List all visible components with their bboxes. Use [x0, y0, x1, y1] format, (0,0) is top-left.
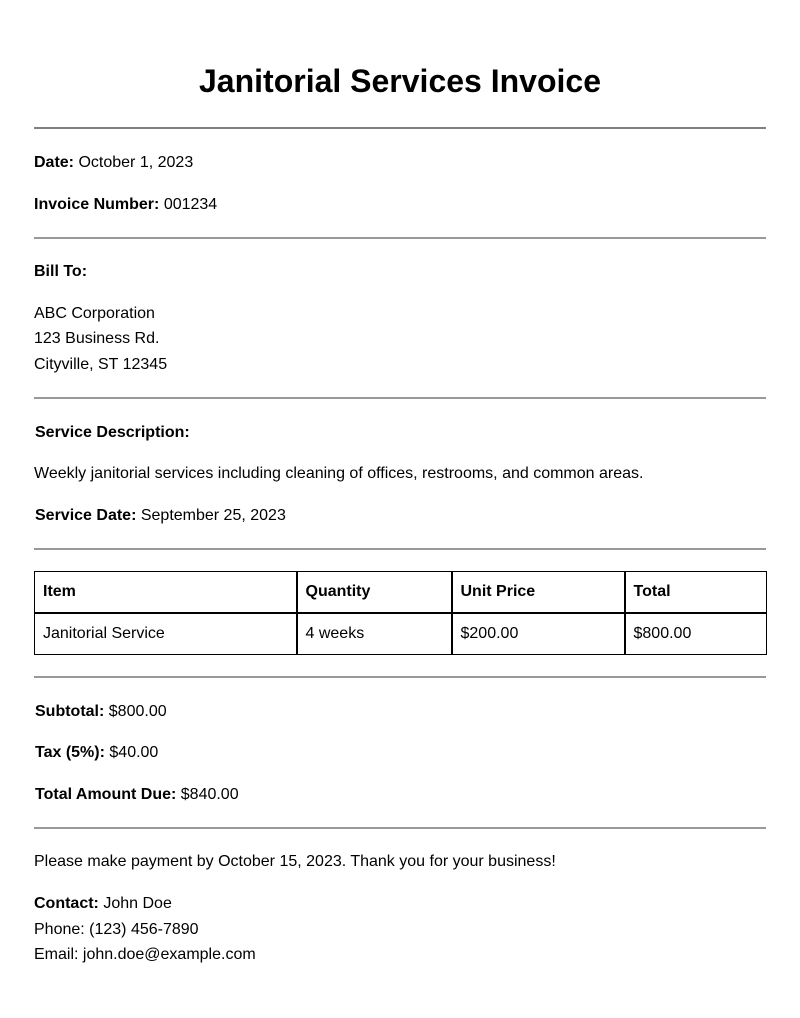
subtotal-label: Subtotal:	[35, 703, 105, 720]
tax-label: Tax (5%):	[35, 744, 105, 761]
cell-quantity: 4 weeks	[297, 613, 452, 655]
divider	[34, 548, 766, 550]
date-line	[34, 153, 193, 173]
tax-value: $40.00	[109, 744, 159, 761]
column-header-unit-price: Unit Price	[452, 572, 625, 614]
contact-label: Contact:	[34, 895, 99, 912]
invoice-title: Janitorial Services Invoice	[199, 63, 601, 99]
payment-note: Please make payment by October 15, 2023. Thank you for your business!	[34, 853, 556, 870]
contact-phone: Phone: (123) 456-7890	[34, 921, 199, 938]
contact-name: John Doe	[103, 895, 172, 912]
service-description-text: Weekly janitorial services including cleaning of offices, restrooms, and common areas.	[34, 465, 644, 482]
bill-to-street: 123 Business Rd.	[34, 330, 160, 347]
invoice-number-line	[34, 195, 217, 215]
service-date-label: Service Date:	[35, 507, 137, 524]
tax-line	[35, 743, 158, 763]
invoice-number-label: Invoice Number:	[34, 196, 160, 213]
divider	[34, 827, 766, 829]
cell-item: Janitorial Service	[35, 613, 297, 655]
contact-email: Email: john.doe@example.com	[34, 946, 256, 963]
bill-to-city: Cityville, ST 12345	[34, 356, 168, 373]
date-value: October 1, 2023	[78, 154, 194, 171]
bill-to-company: ABC Corporation	[34, 305, 155, 322]
divider	[34, 127, 766, 129]
contact-line	[34, 894, 172, 914]
cell-total: $800.00	[625, 613, 767, 655]
subtotal-value: $800.00	[108, 703, 167, 720]
date-label: Date:	[34, 154, 75, 171]
service-date-value: September 25, 2023	[140, 507, 286, 524]
cell-unit-price: $200.00	[452, 613, 625, 655]
invoice-number-value: 001234	[163, 196, 218, 213]
divider	[34, 676, 766, 678]
table-row	[35, 613, 767, 655]
subtotal-line	[35, 702, 167, 722]
table-header-row	[35, 572, 767, 614]
service-description-label: Service Description:	[35, 424, 190, 441]
column-header-total: Total	[625, 572, 767, 614]
service-date-line	[35, 506, 286, 526]
total-due-value: $840.00	[180, 786, 239, 803]
total-due-label: Total Amount Due:	[35, 786, 177, 803]
column-header-quantity: Quantity	[297, 572, 452, 614]
line-items-table	[34, 571, 767, 655]
divider	[34, 397, 766, 399]
divider	[34, 237, 766, 239]
bill-to-label: Bill To:	[34, 263, 88, 280]
column-header-item: Item	[35, 572, 297, 614]
total-due-line	[35, 785, 239, 805]
